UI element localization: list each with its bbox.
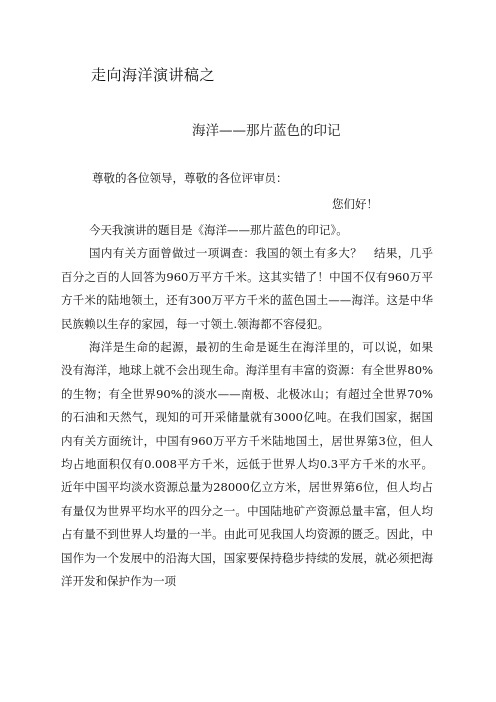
paragraph-intro: 今天我演讲的题目是《海洋——那片蓝色的印记》。 — [89, 223, 348, 237]
greeting-line: 您们好！ — [332, 197, 378, 211]
speech-subtitle: 海洋——那片蓝色的印记 — [192, 123, 341, 139]
paragraph-territory: 国内有关方面曾做过一项调查：我国的领土有多大？ 结果，几乎百分之百的人回答为960万平方千米。这其实错了！中国不仅有960万平方千米的陆地领土，还有300万平方千米的蓝色国土——海洋。这是中华民族赖以生存的家园，每一寸领土.领海都不容侵犯。 — [61, 246, 433, 331]
paragraph-resources: 海洋是生命的起源，最初的生命是诞生在海洋里的，可以说，如果没有海洋，地球上就不会出现生命。海洋里有丰富的资源：有全世界80%的生物；有全世界90%的淡水——南极、北极冰山；有超过全世界70%的石油和天然气，现知的可开采储量就有3000亿吨。在我们国家，据国内有关方面统计，中国有960万平方千米陆地国土，居世界第3位，但人均占地面积仅有0.008平方千米，远低于世界人均0.3平方千米的水平。近年中国平均淡水资源总量为28000亿立方米，居世界第6位，但人均占有量仅为世界平均水平的四分之一。中国陆地矿产资源总量丰富，但人均占有量不到世界人均量的一半。由此可见我国人均资源的匮乏。因此，中国作为一个发展中的沿海大国，国家要保持稳步持续的发展，就必须把海洋开发和保护作为一项 — [61, 340, 433, 589]
salutation-line: 尊敬的各位领导，尊敬的各位评审员： — [92, 171, 288, 185]
speech-body — [61, 219, 433, 594]
document-title: 走向海洋演讲稿之 — [91, 66, 216, 84]
